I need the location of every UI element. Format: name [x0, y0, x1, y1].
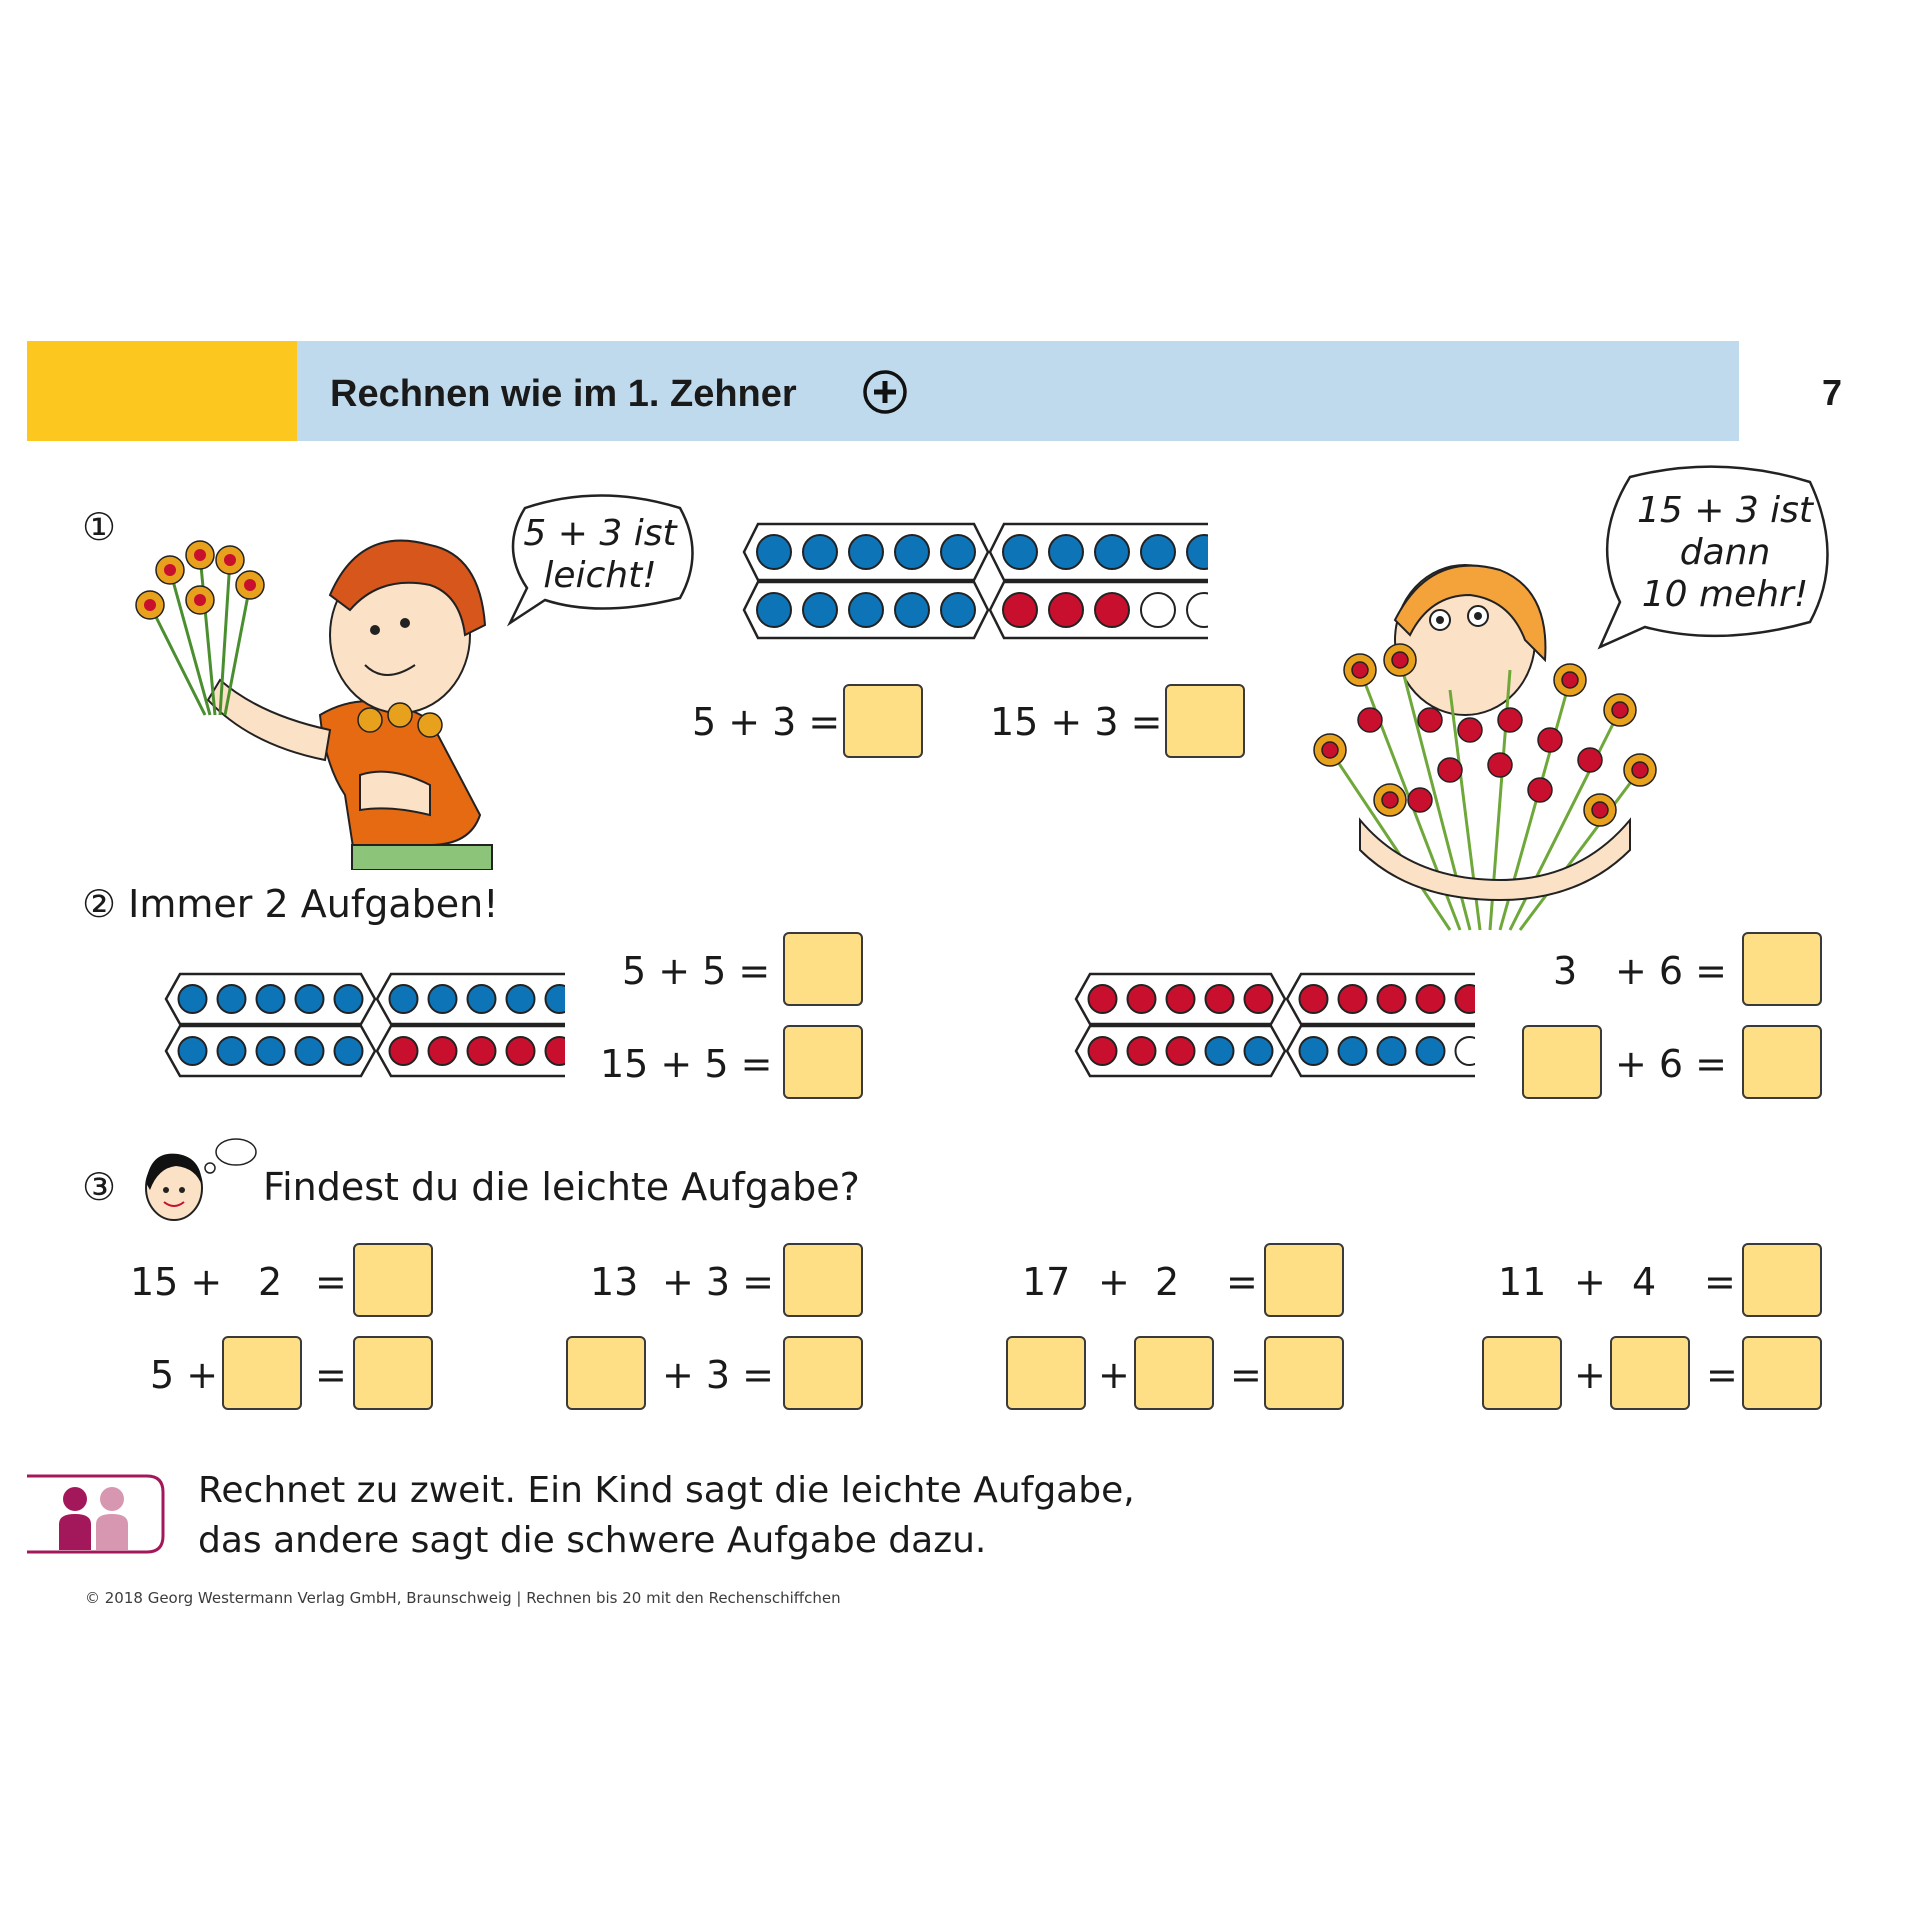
task3-g1-bottom-a: 5 + [150, 1353, 219, 1397]
answer-box-task3-g3-bottom-2[interactable] [1134, 1336, 1214, 1410]
task2-right-eq2-b: + 6 = [1615, 1042, 1728, 1086]
dot-red [1128, 1037, 1156, 1065]
dot-red [1089, 985, 1117, 1013]
dot-blue [218, 1037, 246, 1065]
dot-blue [1049, 535, 1083, 569]
dot-red [546, 1037, 566, 1065]
dot-blue [757, 593, 791, 627]
task3-g3-top-b: + [1098, 1260, 1130, 1304]
answer-box-task3-g2-top[interactable] [783, 1243, 863, 1317]
dot-red [1128, 985, 1156, 1013]
answer-box-task3-g1-bottom-2[interactable] [353, 1336, 433, 1410]
dot-blue [895, 535, 929, 569]
dot-blue [1206, 1037, 1234, 1065]
bubble-right-line-1: 15 + 3 ist [1636, 490, 1814, 531]
dot-red [1378, 985, 1406, 1013]
dot-blue [335, 985, 363, 1013]
task-3-text: Findest du die leichte Aufgabe? [263, 1165, 860, 1209]
task-2-number: ② [82, 882, 117, 926]
task3-g3-bottom-eq: = [1230, 1353, 1262, 1397]
partner-instruction-line-2: das andere sagt die schwere Aufgabe dazu. [198, 1520, 987, 1561]
speech-bubble-left-text [520, 513, 680, 597]
dot-red [1417, 985, 1445, 1013]
task3-g3-top-eq: = [1226, 1260, 1258, 1304]
partner-work-icon [27, 1474, 167, 1554]
page-number: 7 [1822, 372, 1843, 413]
task2-left-eq2: 15 + 5 = [600, 1042, 773, 1086]
dot-red [1049, 593, 1083, 627]
header-yellow-block [27, 341, 297, 441]
rechenschiffchen-task2-right [1070, 970, 1475, 1078]
dot-blue [546, 985, 566, 1013]
dot-blue [296, 985, 324, 1013]
partner-instruction [198, 1466, 1135, 1566]
task3-g4-bottom-plus: + [1574, 1353, 1606, 1397]
task3-g1-top-b: 2 [258, 1260, 283, 1304]
task3-g3-bottom-plus: + [1098, 1353, 1130, 1397]
dot-blue [335, 1037, 363, 1065]
task3-g3-top-c: 2 [1155, 1260, 1180, 1304]
dot-blue [803, 535, 837, 569]
answer-box-task1-easy[interactable] [843, 684, 923, 758]
dot-red [429, 1037, 457, 1065]
answer-box-task1-hard[interactable] [1165, 684, 1245, 758]
dot-red [1095, 593, 1129, 627]
answer-box-task2-right-1[interactable] [1742, 932, 1822, 1006]
task2-left-eq1: 5 + 5 = [622, 949, 771, 993]
task3-g4-top-b: + [1574, 1260, 1606, 1304]
dot-red [1245, 985, 1273, 1013]
dot-empty [1141, 593, 1175, 627]
task3-g3-top-a: 17 [1022, 1260, 1071, 1304]
dot-empty [1456, 1037, 1476, 1065]
dot-red [468, 1037, 496, 1065]
task1-eq-hard: 15 + 3 = [990, 700, 1163, 744]
bubble-left-line-2: leicht! [543, 555, 657, 596]
answer-box-task3-g2-bottom-1[interactable] [566, 1336, 646, 1410]
dot-blue [296, 1037, 324, 1065]
dot-red [1167, 985, 1195, 1013]
bubble-right-line-2: dann [1679, 532, 1771, 573]
answer-box-task2-right-2b[interactable] [1742, 1025, 1822, 1099]
task3-g4-bottom-eq: = [1706, 1353, 1738, 1397]
dot-blue [849, 593, 883, 627]
answer-box-task2-right-2a[interactable] [1522, 1025, 1602, 1099]
dot-red [1456, 985, 1476, 1013]
task1-eq-easy: 5 + 3 = [692, 700, 841, 744]
dot-red [390, 1037, 418, 1065]
task3-g4-top-eq: = [1704, 1260, 1736, 1304]
thinking-child-icon [140, 1138, 258, 1228]
rechenschiffchen-task1 [738, 520, 1208, 642]
task-2-text: Immer 2 Aufgaben! [128, 882, 499, 926]
dot-red [1089, 1037, 1117, 1065]
answer-box-task2-left-1[interactable] [783, 932, 863, 1006]
dot-blue [218, 985, 246, 1013]
task3-g1-top-a: 15 + [130, 1260, 223, 1304]
dot-blue [803, 593, 837, 627]
task3-g2-top-a: 13 [590, 1260, 639, 1304]
bubble-left-line-1: 5 + 3 ist [523, 513, 677, 554]
answer-box-task3-g1-top[interactable] [353, 1243, 433, 1317]
answer-box-task2-left-2[interactable] [783, 1025, 863, 1099]
dot-red [1003, 593, 1037, 627]
dot-red [507, 1037, 535, 1065]
dot-blue [941, 593, 975, 627]
rechenschiffchen-task2-left [160, 970, 565, 1078]
dot-blue [257, 1037, 285, 1065]
speech-bubble-right-text [1620, 490, 1830, 616]
dot-blue [257, 985, 285, 1013]
answer-box-task3-g4-bottom-2[interactable] [1610, 1336, 1690, 1410]
dot-blue [429, 985, 457, 1013]
task3-g1-top-eq: = [315, 1260, 347, 1304]
answer-box-task3-g4-bottom-3[interactable] [1742, 1336, 1822, 1410]
dot-blue [179, 985, 207, 1013]
plus-circle-icon [862, 369, 908, 415]
copyright-footer: © 2018 Georg Westermann Verlag GmbH, Braunschweig | Rechnen bis 20 mit den Rechenschiffchen [85, 1589, 841, 1607]
dot-blue [1141, 535, 1175, 569]
dot-blue [1378, 1037, 1406, 1065]
dot-blue [1245, 1037, 1273, 1065]
dot-red [1206, 985, 1234, 1013]
dot-blue [1339, 1037, 1367, 1065]
task3-g2-top-b: + 3 = [662, 1260, 775, 1304]
dot-blue [507, 985, 535, 1013]
task3-g1-bottom-eq: = [315, 1353, 347, 1397]
dot-blue [895, 593, 929, 627]
dot-blue [757, 535, 791, 569]
answer-box-task3-g3-bottom-1[interactable] [1006, 1336, 1086, 1410]
task3-g4-top-a: 11 [1498, 1260, 1547, 1304]
dot-red [1339, 985, 1367, 1013]
dot-blue [1300, 1037, 1328, 1065]
task3-g2-bottom-b: + 3 = [662, 1353, 775, 1397]
dot-blue [1095, 535, 1129, 569]
answer-box-task3-g3-bottom-3[interactable] [1264, 1336, 1344, 1410]
answer-box-task3-g3-top[interactable] [1264, 1243, 1344, 1317]
dot-blue [468, 985, 496, 1013]
page-title: Rechnen wie im 1. Zehner [330, 373, 797, 415]
boy-with-flowers-illustration [130, 515, 520, 870]
answer-box-task3-g2-bottom-2[interactable] [783, 1336, 863, 1410]
dot-red [1300, 985, 1328, 1013]
task2-right-eq1-b: + 6 = [1615, 949, 1728, 993]
answer-box-task3-g1-bottom-1[interactable] [222, 1336, 302, 1410]
dot-blue [1003, 535, 1037, 569]
partner-instruction-line-1: Rechnet zu zweit. Ein Kind sagt die leichte Aufgabe, [198, 1470, 1135, 1511]
dot-blue [390, 985, 418, 1013]
task2-right-eq1-a: 3 [1553, 949, 1578, 993]
dot-blue [849, 535, 883, 569]
task3-g4-top-c: 4 [1632, 1260, 1657, 1304]
dot-red [1167, 1037, 1195, 1065]
task-2-label [82, 882, 498, 926]
answer-box-task3-g4-top[interactable] [1742, 1243, 1822, 1317]
dot-blue [941, 535, 975, 569]
bubble-right-line-3: 10 mehr! [1641, 574, 1809, 615]
task-1-number: ① [82, 505, 117, 549]
answer-box-task3-g4-bottom-1[interactable] [1482, 1336, 1562, 1410]
task-3-number: ③ [82, 1165, 117, 1209]
dot-blue [179, 1037, 207, 1065]
dot-blue [1417, 1037, 1445, 1065]
